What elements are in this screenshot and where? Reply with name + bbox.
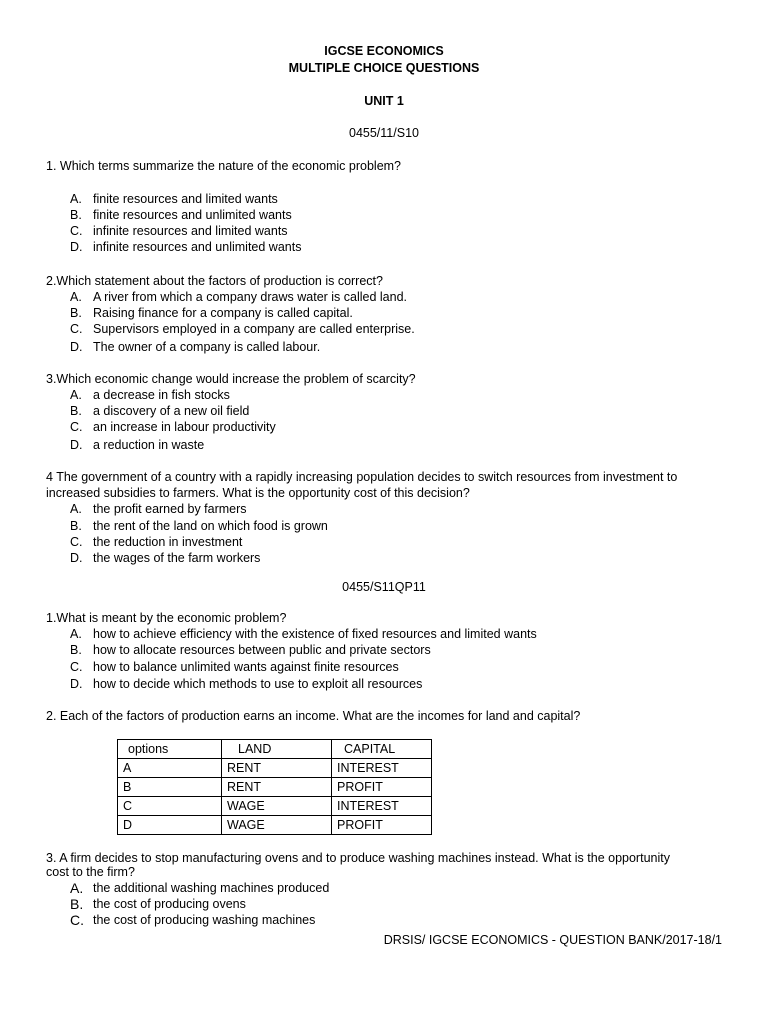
option-text: finite resources and limited wants xyxy=(93,192,278,206)
option-letter: B. xyxy=(70,896,84,912)
option-text: infinite resources and unlimited wants xyxy=(93,240,302,254)
option-letter: B. xyxy=(70,208,82,222)
question-1-1: 1. Which terms summarize the nature of the economic problem? xyxy=(46,159,402,173)
table-row xyxy=(118,816,432,835)
option-letter: A. xyxy=(70,388,82,402)
option-text: a reduction in waste xyxy=(93,438,205,452)
table-cell: INTEREST xyxy=(332,797,432,816)
table-cell: A xyxy=(118,759,222,778)
option-letter: B. xyxy=(70,404,82,418)
table-header-cell: CAPITAL xyxy=(332,740,432,759)
table-cell: B xyxy=(118,778,222,797)
income-table xyxy=(117,739,432,835)
table-cell: WAGE xyxy=(222,797,332,816)
question-2-3-line1: 3. A firm decides to stop manufacturing ovens and to produce washing machines instead. What is the opportunity xyxy=(46,851,670,865)
table-cell: RENT xyxy=(222,759,332,778)
option-text: the cost of producing washing machines xyxy=(93,913,316,927)
option-letter: A. xyxy=(70,880,84,896)
option-letter: C. xyxy=(70,322,83,336)
table-cell: C xyxy=(118,797,222,816)
option-letter: C. xyxy=(70,224,83,238)
option-letter: A. xyxy=(70,192,82,206)
option-text: the additional washing machines produced xyxy=(93,881,330,895)
option-letter: B. xyxy=(70,306,82,320)
unit-heading: UNIT 1 xyxy=(364,94,404,108)
table-cell: D xyxy=(118,816,222,835)
option-letter: D. xyxy=(70,240,83,254)
doc-title: IGCSE ECONOMICS xyxy=(324,44,444,58)
option-letter: A. xyxy=(70,627,82,641)
option-letter: A. xyxy=(70,502,82,516)
option-text: the reduction in investment xyxy=(93,535,243,549)
question-2-3-line2: cost to the firm? xyxy=(46,865,135,879)
option-text: finite resources and unlimited wants xyxy=(93,208,292,222)
option-letter: C. xyxy=(70,420,83,434)
option-letter: B. xyxy=(70,643,82,657)
page-footer: DRSIS/ IGCSE ECONOMICS - QUESTION BANK/2017-18/1 xyxy=(383,933,722,947)
option-text: how to achieve efficiency with the existence of fixed resources and limited wants xyxy=(93,627,537,641)
option-letter: C. xyxy=(70,535,83,549)
table-row xyxy=(118,759,432,778)
table-header-cell: options xyxy=(118,740,222,759)
option-letter: B. xyxy=(70,519,82,533)
option-text: how to balance unlimited wants against finite resources xyxy=(93,660,399,674)
option-text: The owner of a company is called labour. xyxy=(93,340,321,354)
option-text: how to decide which methods to use to exploit all resources xyxy=(93,677,423,691)
question-1-3: 3.Which economic change would increase the problem of scarcity? xyxy=(46,372,416,386)
table-cell: INTEREST xyxy=(332,759,432,778)
option-text: Supervisors employed in a company are called enterprise. xyxy=(93,322,415,336)
option-letter: D. xyxy=(70,551,83,565)
option-letter: C. xyxy=(70,912,84,928)
question-2-1: 1.What is meant by the economic problem? xyxy=(46,611,287,625)
option-text: Raising finance for a company is called capital. xyxy=(93,306,353,320)
table-header-row xyxy=(118,740,432,759)
table-header-cell: LAND xyxy=(222,740,332,759)
paper-code-1: 0455/11/S10 xyxy=(349,126,419,140)
table-cell: WAGE xyxy=(222,816,332,835)
question-2-2: 2. Each of the factors of production earns an income. What are the incomes for land and capital? xyxy=(46,709,581,723)
option-text: A river from which a company draws water is called land. xyxy=(93,290,408,304)
option-text: how to allocate resources between public and private sectors xyxy=(93,643,431,657)
option-text: a decrease in fish stocks xyxy=(93,388,230,402)
option-text: an increase in labour productivity xyxy=(93,420,276,434)
option-letter: C. xyxy=(70,660,83,674)
option-text: infinite resources and limited wants xyxy=(93,224,288,238)
question-1-4-line2: increased subsidies to farmers. What is the opportunity cost of this decision? xyxy=(46,486,470,500)
option-text: a discovery of a new oil field xyxy=(93,404,250,418)
option-letter: A. xyxy=(70,290,82,304)
option-text: the wages of the farm workers xyxy=(93,551,261,565)
paper-code-2: 0455/S11QP11 xyxy=(342,580,426,594)
option-letter: D. xyxy=(70,340,83,354)
question-1-4-line1: 4 The government of a country with a rapidly increasing population decides to switch resources from investment to xyxy=(46,470,678,484)
option-text: the rent of the land on which food is grown xyxy=(93,519,328,533)
table-cell: PROFIT xyxy=(332,816,432,835)
table-row xyxy=(118,797,432,816)
table-row xyxy=(118,778,432,797)
table-cell: RENT xyxy=(222,778,332,797)
option-letter: D. xyxy=(70,438,83,452)
option-text: the cost of producing ovens xyxy=(93,897,246,911)
doc-subtitle: MULTIPLE CHOICE QUESTIONS xyxy=(288,61,480,75)
table-cell: PROFIT xyxy=(332,778,432,797)
option-text: the profit earned by farmers xyxy=(93,502,247,516)
question-1-2: 2.Which statement about the factors of production is correct? xyxy=(46,274,383,288)
option-letter: D. xyxy=(70,677,83,691)
